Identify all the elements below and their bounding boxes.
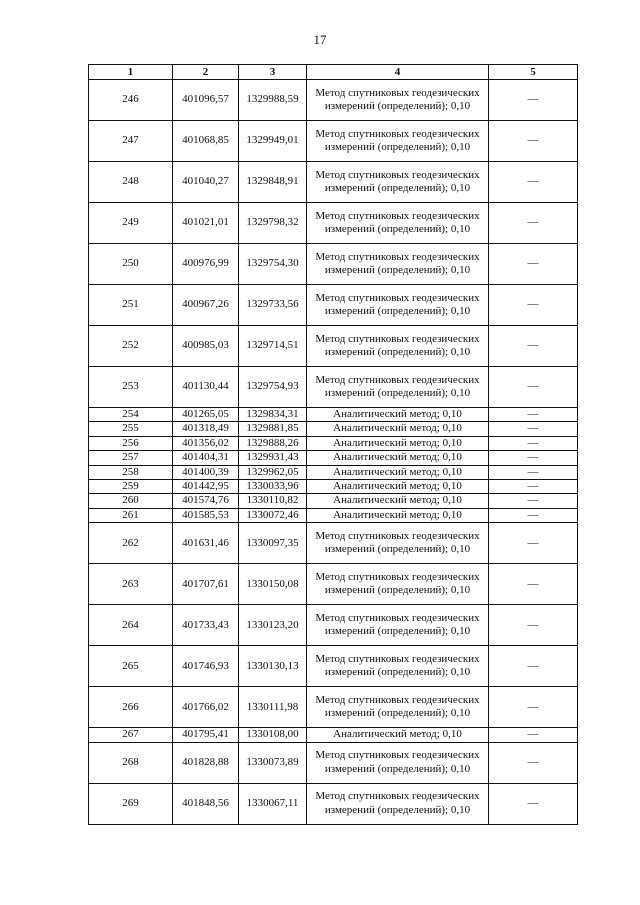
method-cell: Метод спутниковых геодезических измерений (определений); 0,10 bbox=[307, 564, 489, 605]
method-cell: Аналитический метод; 0,10 bbox=[307, 408, 489, 422]
table-row bbox=[89, 480, 578, 494]
x-coordinate-cell: 401404,31 bbox=[173, 451, 239, 465]
y-coordinate-cell: 1330111,98 bbox=[239, 687, 307, 728]
method-cell: Метод спутниковых геодезических измерений (определений); 0,10 bbox=[307, 326, 489, 367]
note-cell: — bbox=[489, 285, 578, 326]
y-coordinate-cell: 1329754,93 bbox=[239, 367, 307, 408]
method-cell: Метод спутниковых геодезических измерений (определений); 0,10 bbox=[307, 244, 489, 285]
x-coordinate-cell: 401068,85 bbox=[173, 121, 239, 162]
x-coordinate-cell: 401631,46 bbox=[173, 523, 239, 564]
point-number-cell: 258 bbox=[89, 465, 173, 479]
y-coordinate-cell: 1330067,11 bbox=[239, 783, 307, 824]
y-coordinate-cell: 1330123,20 bbox=[239, 605, 307, 646]
x-coordinate-cell: 401766,02 bbox=[173, 687, 239, 728]
point-number-cell: 248 bbox=[89, 162, 173, 203]
method-cell: Метод спутниковых геодезических измерений (определений); 0,10 bbox=[307, 605, 489, 646]
table-row bbox=[89, 742, 578, 783]
y-coordinate-cell: 1329881,85 bbox=[239, 422, 307, 436]
note-cell: — bbox=[489, 508, 578, 522]
y-coordinate-cell: 1330150,08 bbox=[239, 564, 307, 605]
note-cell: — bbox=[489, 605, 578, 646]
table-row bbox=[89, 451, 578, 465]
table-row bbox=[89, 646, 578, 687]
column-header-3: 3 bbox=[239, 65, 307, 80]
x-coordinate-cell: 400985,03 bbox=[173, 326, 239, 367]
method-cell: Метод спутниковых геодезических измерений (определений); 0,10 bbox=[307, 687, 489, 728]
note-cell: — bbox=[489, 367, 578, 408]
point-number-cell: 261 bbox=[89, 508, 173, 522]
table-row bbox=[89, 80, 578, 121]
y-coordinate-cell: 1329834,31 bbox=[239, 408, 307, 422]
column-header-5: 5 bbox=[489, 65, 578, 80]
table-row bbox=[89, 121, 578, 162]
page-number: 17 bbox=[313, 32, 327, 47]
note-cell: — bbox=[489, 326, 578, 367]
note-cell: — bbox=[489, 494, 578, 508]
note-cell: — bbox=[489, 451, 578, 465]
column-header-1: 1 bbox=[89, 65, 173, 80]
method-cell: Метод спутниковых геодезических измерений (определений); 0,10 bbox=[307, 121, 489, 162]
note-cell: — bbox=[489, 564, 578, 605]
note-cell: — bbox=[489, 80, 578, 121]
x-coordinate-cell: 401096,57 bbox=[173, 80, 239, 121]
note-cell: — bbox=[489, 480, 578, 494]
y-coordinate-cell: 1329931,43 bbox=[239, 451, 307, 465]
x-coordinate-cell: 401707,61 bbox=[173, 564, 239, 605]
x-coordinate-cell: 400976,99 bbox=[173, 244, 239, 285]
table-row bbox=[89, 508, 578, 522]
point-number-cell: 264 bbox=[89, 605, 173, 646]
table-row bbox=[89, 465, 578, 479]
method-cell: Аналитический метод; 0,10 bbox=[307, 508, 489, 522]
y-coordinate-cell: 1329798,32 bbox=[239, 203, 307, 244]
point-number-cell: 250 bbox=[89, 244, 173, 285]
point-number-cell: 253 bbox=[89, 367, 173, 408]
method-cell: Метод спутниковых геодезических измерений (определений); 0,10 bbox=[307, 80, 489, 121]
note-cell: — bbox=[489, 687, 578, 728]
x-coordinate-cell: 401356,02 bbox=[173, 436, 239, 450]
note-cell: — bbox=[489, 742, 578, 783]
table-row bbox=[89, 326, 578, 367]
y-coordinate-cell: 1330097,35 bbox=[239, 523, 307, 564]
point-number-cell: 247 bbox=[89, 121, 173, 162]
method-cell: Аналитический метод; 0,10 bbox=[307, 436, 489, 450]
point-number-cell: 255 bbox=[89, 422, 173, 436]
point-number-cell: 265 bbox=[89, 646, 173, 687]
y-coordinate-cell: 1329988,59 bbox=[239, 80, 307, 121]
x-coordinate-cell: 401746,93 bbox=[173, 646, 239, 687]
point-number-cell: 269 bbox=[89, 783, 173, 824]
note-cell: — bbox=[489, 422, 578, 436]
point-number-cell: 262 bbox=[89, 523, 173, 564]
x-coordinate-cell: 401733,43 bbox=[173, 605, 239, 646]
y-coordinate-cell: 1329888,26 bbox=[239, 436, 307, 450]
point-number-cell: 252 bbox=[89, 326, 173, 367]
table-row bbox=[89, 422, 578, 436]
method-cell: Метод спутниковых геодезических измерений (определений); 0,10 bbox=[307, 162, 489, 203]
table-row bbox=[89, 367, 578, 408]
method-cell: Метод спутниковых геодезических измерений (определений); 0,10 bbox=[307, 367, 489, 408]
table-row bbox=[89, 728, 578, 742]
table-row bbox=[89, 244, 578, 285]
point-number-cell: 249 bbox=[89, 203, 173, 244]
point-number-cell: 251 bbox=[89, 285, 173, 326]
method-cell: Метод спутниковых геодезических измерений (определений); 0,10 bbox=[307, 646, 489, 687]
point-number-cell: 263 bbox=[89, 564, 173, 605]
method-cell: Метод спутниковых геодезических измерений (определений); 0,10 bbox=[307, 285, 489, 326]
x-coordinate-cell: 401442,95 bbox=[173, 480, 239, 494]
coordinates-table bbox=[88, 64, 578, 825]
x-coordinate-cell: 400967,26 bbox=[173, 285, 239, 326]
table-row bbox=[89, 564, 578, 605]
table-row bbox=[89, 285, 578, 326]
table-row bbox=[89, 494, 578, 508]
note-cell: — bbox=[489, 783, 578, 824]
table-row bbox=[89, 436, 578, 450]
y-coordinate-cell: 1329754,30 bbox=[239, 244, 307, 285]
note-cell: — bbox=[489, 523, 578, 564]
point-number-cell: 259 bbox=[89, 480, 173, 494]
y-coordinate-cell: 1329962,05 bbox=[239, 465, 307, 479]
table-row bbox=[89, 203, 578, 244]
table-row bbox=[89, 162, 578, 203]
note-cell: — bbox=[489, 728, 578, 742]
method-cell: Метод спутниковых геодезических измерений (определений); 0,10 bbox=[307, 523, 489, 564]
table-row bbox=[89, 783, 578, 824]
method-cell: Аналитический метод; 0,10 bbox=[307, 422, 489, 436]
method-cell: Аналитический метод; 0,10 bbox=[307, 465, 489, 479]
method-cell: Аналитический метод; 0,10 bbox=[307, 451, 489, 465]
table-header-row bbox=[89, 65, 578, 80]
y-coordinate-cell: 1330072,46 bbox=[239, 508, 307, 522]
point-number-cell: 260 bbox=[89, 494, 173, 508]
method-cell: Аналитический метод; 0,10 bbox=[307, 728, 489, 742]
y-coordinate-cell: 1330033,96 bbox=[239, 480, 307, 494]
x-coordinate-cell: 401040,27 bbox=[173, 162, 239, 203]
x-coordinate-cell: 401021,01 bbox=[173, 203, 239, 244]
table-row bbox=[89, 687, 578, 728]
note-cell: — bbox=[489, 121, 578, 162]
x-coordinate-cell: 401848,56 bbox=[173, 783, 239, 824]
table-row bbox=[89, 523, 578, 564]
x-coordinate-cell: 401318,49 bbox=[173, 422, 239, 436]
y-coordinate-cell: 1329733,56 bbox=[239, 285, 307, 326]
note-cell: — bbox=[489, 162, 578, 203]
point-number-cell: 257 bbox=[89, 451, 173, 465]
method-cell: Аналитический метод; 0,10 bbox=[307, 480, 489, 494]
point-number-cell: 266 bbox=[89, 687, 173, 728]
note-cell: — bbox=[489, 244, 578, 285]
y-coordinate-cell: 1330108,00 bbox=[239, 728, 307, 742]
x-coordinate-cell: 401828,88 bbox=[173, 742, 239, 783]
y-coordinate-cell: 1329714,51 bbox=[239, 326, 307, 367]
note-cell: — bbox=[489, 203, 578, 244]
x-coordinate-cell: 401400,39 bbox=[173, 465, 239, 479]
y-coordinate-cell: 1330110,82 bbox=[239, 494, 307, 508]
y-coordinate-cell: 1329949,01 bbox=[239, 121, 307, 162]
x-coordinate-cell: 401574,76 bbox=[173, 494, 239, 508]
method-cell: Аналитический метод; 0,10 bbox=[307, 494, 489, 508]
x-coordinate-cell: 401265,05 bbox=[173, 408, 239, 422]
column-header-4: 4 bbox=[307, 65, 489, 80]
note-cell: — bbox=[489, 408, 578, 422]
method-cell: Метод спутниковых геодезических измерений (определений); 0,10 bbox=[307, 203, 489, 244]
y-coordinate-cell: 1330073,89 bbox=[239, 742, 307, 783]
method-cell: Метод спутниковых геодезических измерений (определений); 0,10 bbox=[307, 742, 489, 783]
point-number-cell: 267 bbox=[89, 728, 173, 742]
note-cell: — bbox=[489, 646, 578, 687]
point-number-cell: 256 bbox=[89, 436, 173, 450]
column-header-2: 2 bbox=[173, 65, 239, 80]
x-coordinate-cell: 401795,41 bbox=[173, 728, 239, 742]
point-number-cell: 254 bbox=[89, 408, 173, 422]
note-cell: — bbox=[489, 436, 578, 450]
method-cell: Метод спутниковых геодезических измерений (определений); 0,10 bbox=[307, 783, 489, 824]
y-coordinate-cell: 1329848,91 bbox=[239, 162, 307, 203]
x-coordinate-cell: 401585,53 bbox=[173, 508, 239, 522]
table-row bbox=[89, 408, 578, 422]
y-coordinate-cell: 1330130,13 bbox=[239, 646, 307, 687]
table-row bbox=[89, 605, 578, 646]
x-coordinate-cell: 401130,44 bbox=[173, 367, 239, 408]
point-number-cell: 268 bbox=[89, 742, 173, 783]
point-number-cell: 246 bbox=[89, 80, 173, 121]
note-cell: — bbox=[489, 465, 578, 479]
